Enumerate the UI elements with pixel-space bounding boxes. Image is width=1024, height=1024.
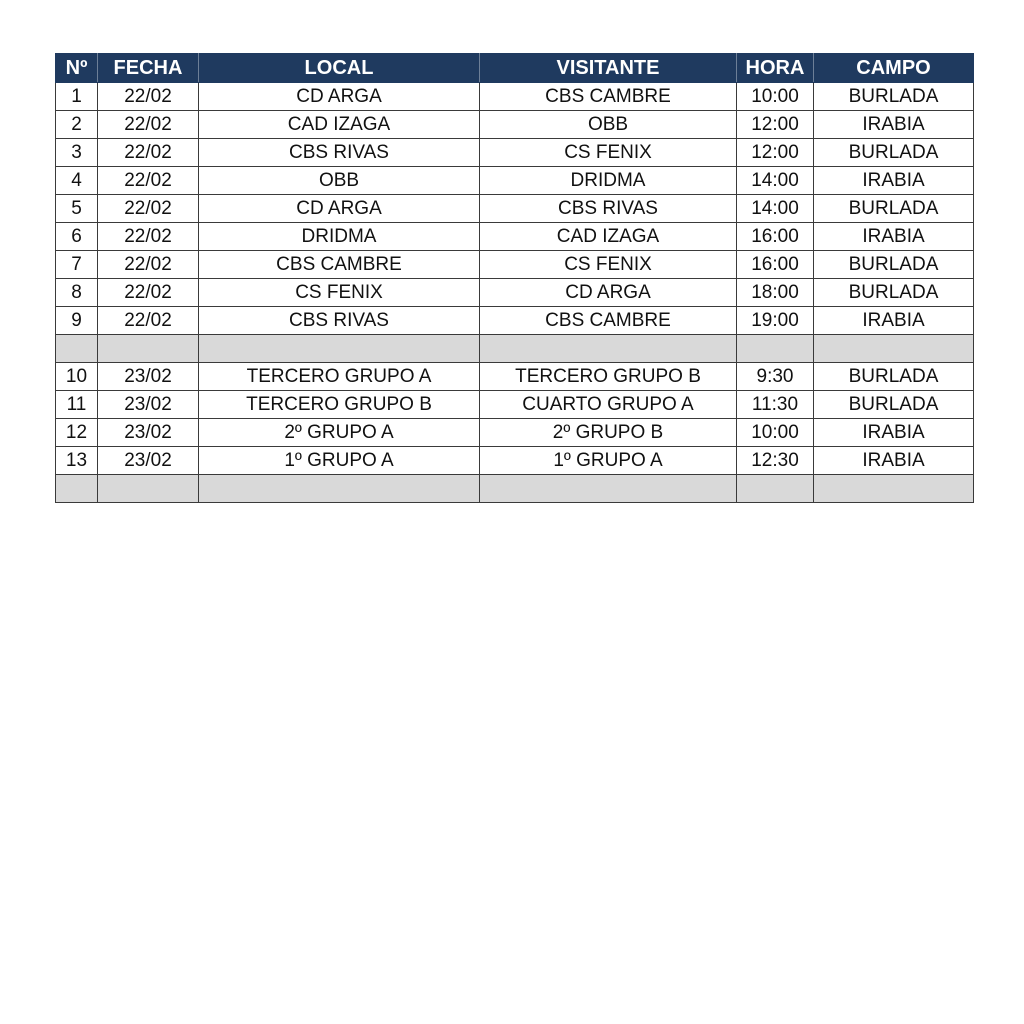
cell-field: IRABIA: [814, 111, 974, 139]
cell-time: 12:00: [737, 111, 814, 139]
cell-date: 22/02: [98, 111, 199, 139]
cell-field: IRABIA: [814, 419, 974, 447]
cell-time: 10:00: [737, 419, 814, 447]
cell-field: BURLADA: [814, 195, 974, 223]
cell-time: 12:00: [737, 139, 814, 167]
cell-number: 1: [56, 83, 98, 111]
cell-visitor-team: TERCERO GRUPO B: [480, 363, 737, 391]
cell-local-team: DRIDMA: [199, 223, 480, 251]
cell-date: 22/02: [98, 251, 199, 279]
table-row: [56, 419, 974, 447]
empty-cell: [199, 335, 480, 363]
table-row: [56, 83, 974, 111]
table-row: [56, 139, 974, 167]
cell-number: 4: [56, 167, 98, 195]
cell-local-team: CBS RIVAS: [199, 139, 480, 167]
empty-cell: [199, 475, 480, 503]
empty-cell: [814, 475, 974, 503]
table-row: [56, 223, 974, 251]
cell-time: 14:00: [737, 167, 814, 195]
cell-date: 22/02: [98, 307, 199, 335]
empty-cell: [56, 335, 98, 363]
header-local: LOCAL: [199, 54, 480, 83]
cell-local-team: CBS RIVAS: [199, 307, 480, 335]
cell-visitor-team: CD ARGA: [480, 279, 737, 307]
header-time: HORA: [737, 54, 814, 83]
cell-local-team: CS FENIX: [199, 279, 480, 307]
empty-cell: [480, 335, 737, 363]
cell-date: 22/02: [98, 195, 199, 223]
table-row: [56, 391, 974, 419]
cell-field: BURLADA: [814, 391, 974, 419]
cell-number: 5: [56, 195, 98, 223]
cell-time: 16:00: [737, 223, 814, 251]
cell-visitor-team: CUARTO GRUPO A: [480, 391, 737, 419]
empty-cell: [56, 475, 98, 503]
cell-local-team: 2º GRUPO A: [199, 419, 480, 447]
match-schedule-table: [55, 53, 974, 503]
cell-date: 23/02: [98, 363, 199, 391]
cell-number: 8: [56, 279, 98, 307]
cell-visitor-team: DRIDMA: [480, 167, 737, 195]
empty-cell: [98, 335, 199, 363]
spacer-row: [56, 475, 974, 503]
cell-visitor-team: 2º GRUPO B: [480, 419, 737, 447]
cell-time: 18:00: [737, 279, 814, 307]
cell-field: BURLADA: [814, 251, 974, 279]
cell-number: 13: [56, 447, 98, 475]
table-row: [56, 363, 974, 391]
table-header-row: [56, 54, 974, 83]
cell-time: 10:00: [737, 83, 814, 111]
cell-time: 12:30: [737, 447, 814, 475]
empty-cell: [737, 335, 814, 363]
header-number: Nº: [56, 54, 98, 83]
cell-field: IRABIA: [814, 167, 974, 195]
empty-cell: [98, 475, 199, 503]
cell-time: 9:30: [737, 363, 814, 391]
cell-number: 9: [56, 307, 98, 335]
cell-date: 23/02: [98, 391, 199, 419]
table-row: [56, 279, 974, 307]
empty-cell: [814, 335, 974, 363]
cell-time: 14:00: [737, 195, 814, 223]
table-row: [56, 111, 974, 139]
cell-date: 22/02: [98, 223, 199, 251]
cell-date: 22/02: [98, 139, 199, 167]
table-row: [56, 307, 974, 335]
cell-date: 22/02: [98, 83, 199, 111]
cell-number: 10: [56, 363, 98, 391]
cell-date: 23/02: [98, 447, 199, 475]
cell-visitor-team: CAD IZAGA: [480, 223, 737, 251]
cell-visitor-team: CBS RIVAS: [480, 195, 737, 223]
cell-local-team: CD ARGA: [199, 83, 480, 111]
cell-number: 12: [56, 419, 98, 447]
cell-field: IRABIA: [814, 447, 974, 475]
cell-visitor-team: CS FENIX: [480, 251, 737, 279]
cell-field: BURLADA: [814, 83, 974, 111]
header-field: CAMPO: [814, 54, 974, 83]
cell-visitor-team: 1º GRUPO A: [480, 447, 737, 475]
cell-visitor-team: CBS CAMBRE: [480, 307, 737, 335]
empty-cell: [480, 475, 737, 503]
cell-date: 22/02: [98, 279, 199, 307]
cell-date: 22/02: [98, 167, 199, 195]
table-body: [56, 83, 974, 503]
cell-number: 7: [56, 251, 98, 279]
cell-local-team: CBS CAMBRE: [199, 251, 480, 279]
cell-number: 2: [56, 111, 98, 139]
cell-local-team: OBB: [199, 167, 480, 195]
cell-field: BURLADA: [814, 279, 974, 307]
cell-local-team: 1º GRUPO A: [199, 447, 480, 475]
header-date: FECHA: [98, 54, 199, 83]
cell-number: 11: [56, 391, 98, 419]
cell-date: 23/02: [98, 419, 199, 447]
table-row: [56, 195, 974, 223]
empty-cell: [737, 475, 814, 503]
header-visitor: VISITANTE: [480, 54, 737, 83]
cell-visitor-team: CS FENIX: [480, 139, 737, 167]
table-row: [56, 167, 974, 195]
cell-visitor-team: CBS CAMBRE: [480, 83, 737, 111]
cell-number: 3: [56, 139, 98, 167]
table-row: [56, 447, 974, 475]
cell-time: 19:00: [737, 307, 814, 335]
cell-field: BURLADA: [814, 363, 974, 391]
cell-local-team: CAD IZAGA: [199, 111, 480, 139]
cell-local-team: CD ARGA: [199, 195, 480, 223]
cell-time: 11:30: [737, 391, 814, 419]
table-row: [56, 251, 974, 279]
cell-field: IRABIA: [814, 223, 974, 251]
spacer-row: [56, 335, 974, 363]
cell-field: BURLADA: [814, 139, 974, 167]
cell-time: 16:00: [737, 251, 814, 279]
cell-local-team: TERCERO GRUPO A: [199, 363, 480, 391]
cell-local-team: TERCERO GRUPO B: [199, 391, 480, 419]
cell-field: IRABIA: [814, 307, 974, 335]
cell-visitor-team: OBB: [480, 111, 737, 139]
cell-number: 6: [56, 223, 98, 251]
